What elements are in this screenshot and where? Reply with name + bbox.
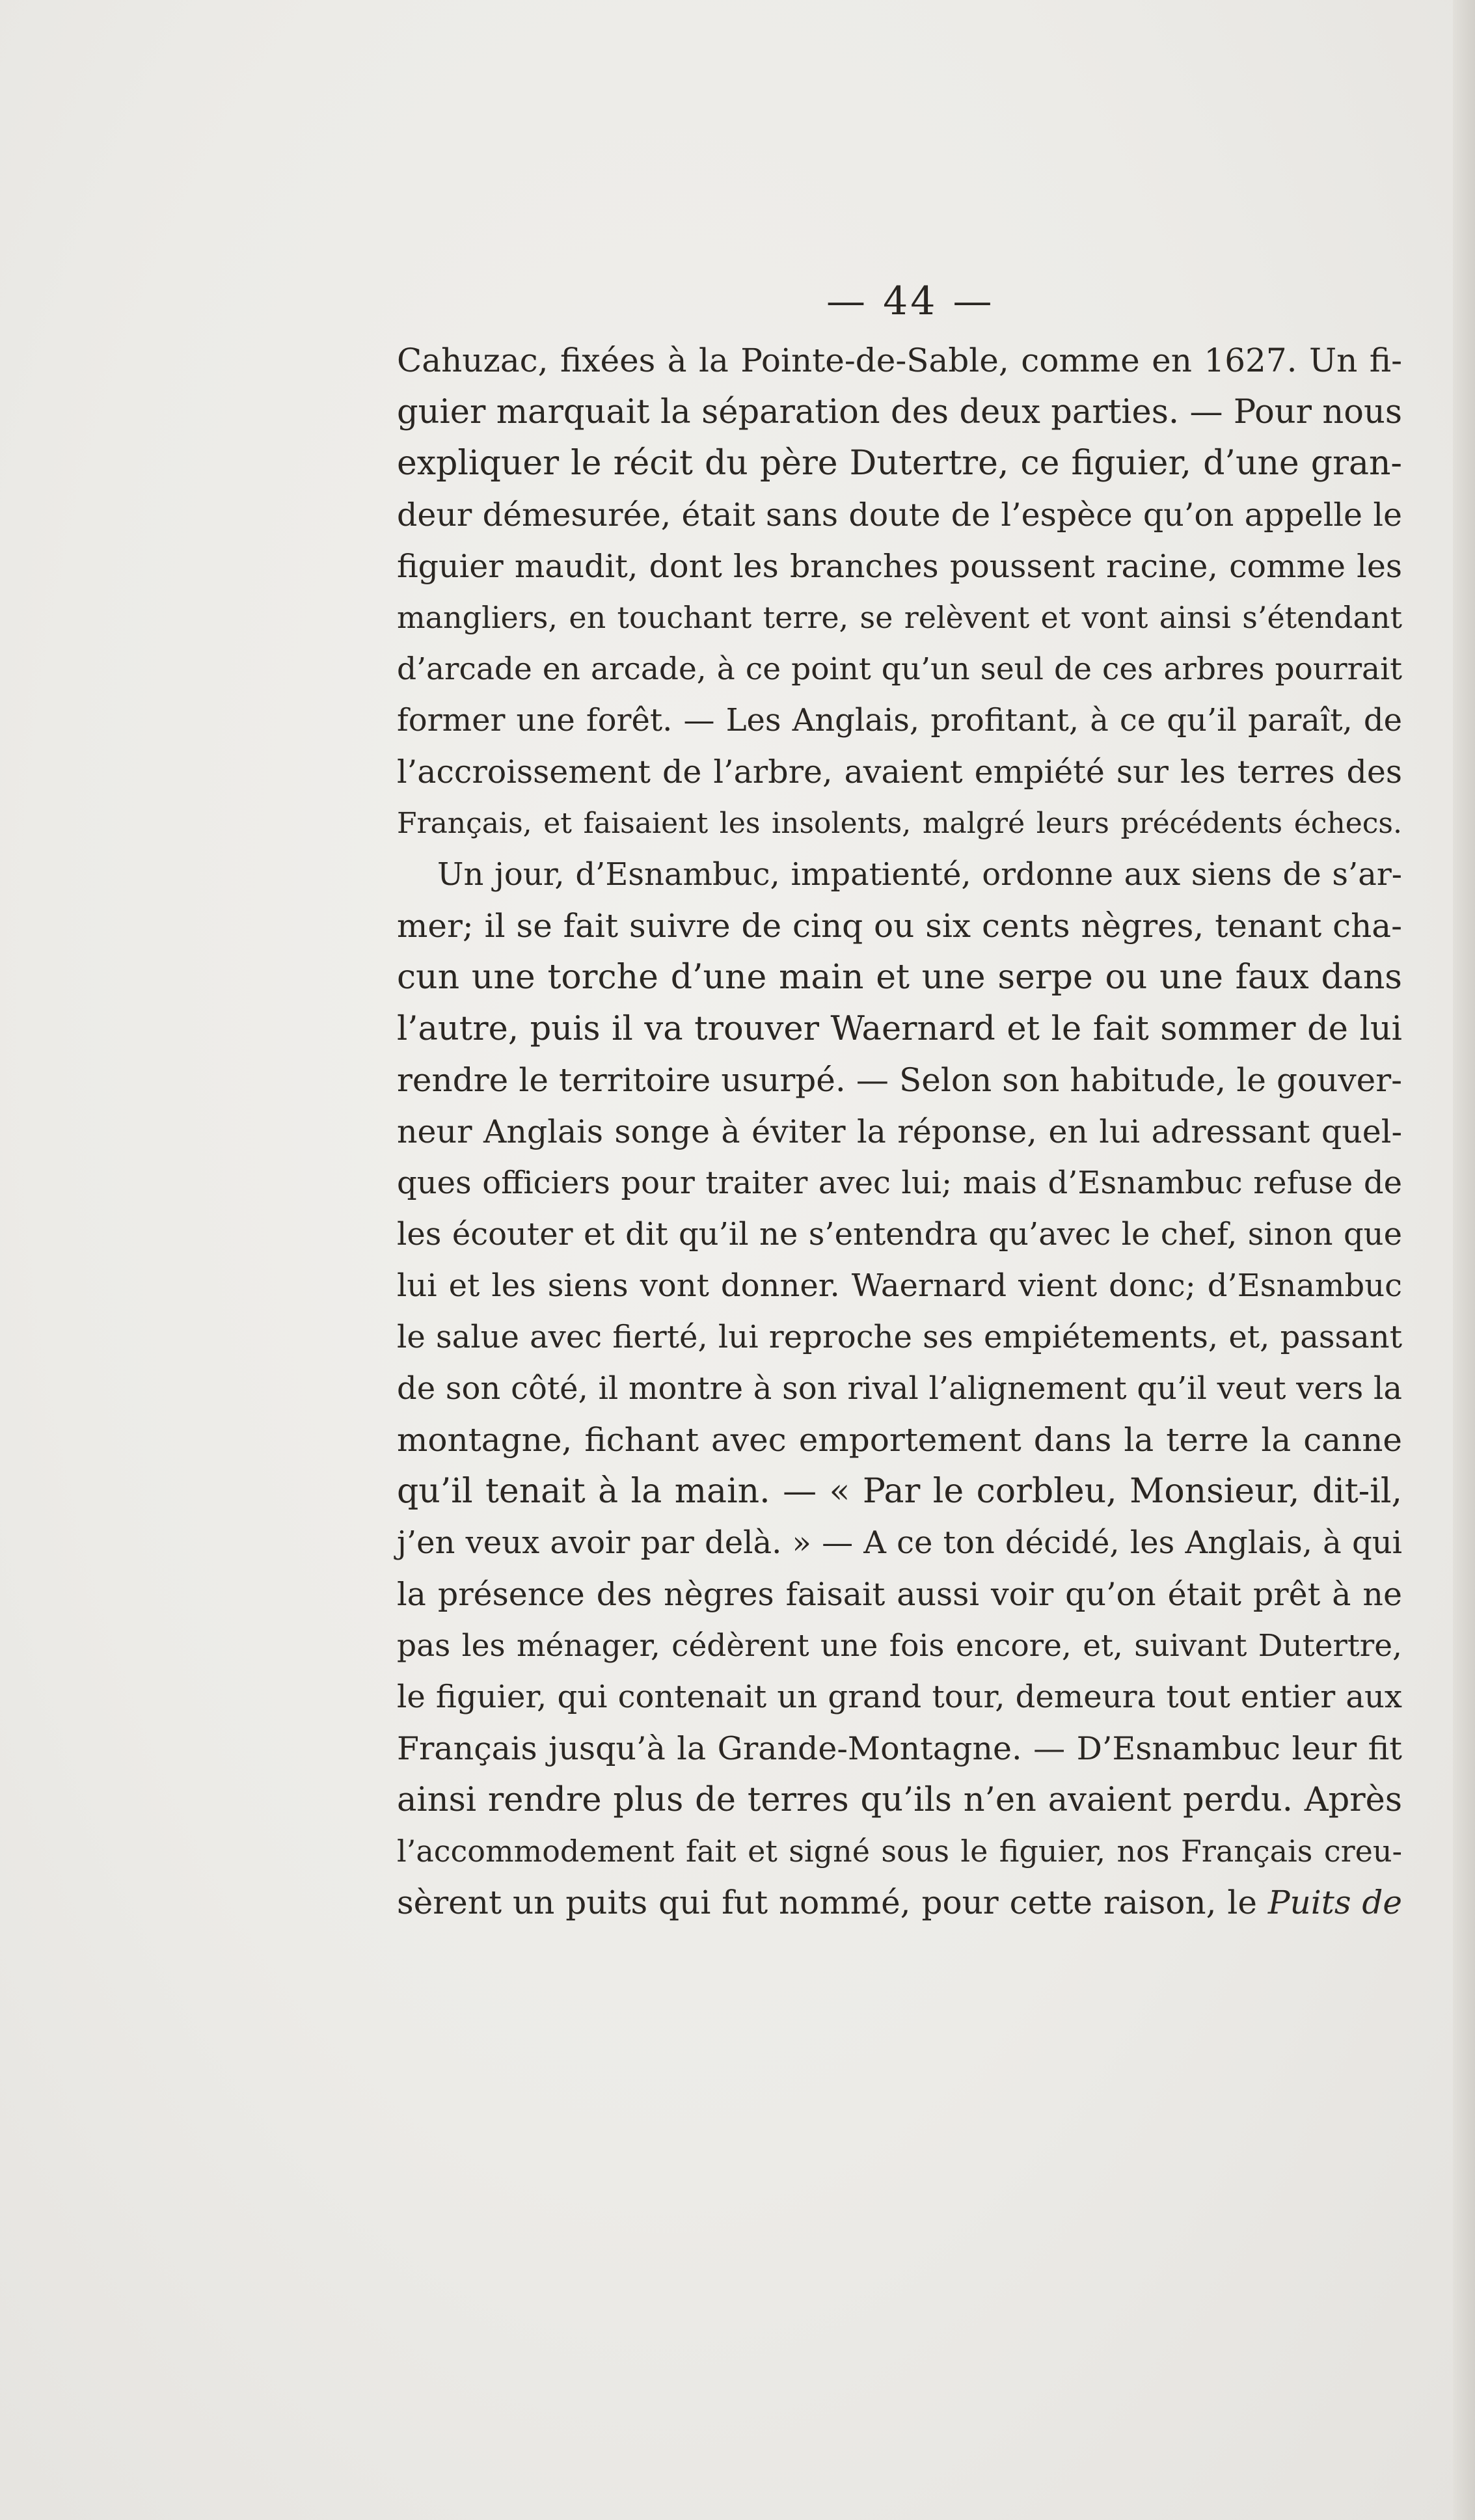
text-line: lui et les siens vont donner. Waernard vient donc; d’Esnambuc	[397, 1267, 1402, 1304]
text-line: neur Anglais songe à éviter la réponse, en lui adressant quel-	[397, 1113, 1402, 1150]
text-line: l’autre, puis il va trouver Waernard et le fait sommer de lui	[397, 1010, 1402, 1048]
body-text	[397, 335, 1402, 1929]
page-edge	[1453, 0, 1475, 2520]
text-line: mer; il se fait suivre de cinq ou six cents nègres, tenant cha-	[397, 907, 1402, 945]
text-line: j’en veux avoir par delà. » — A ce ton décidé, les Anglais, à qui	[397, 1524, 1402, 1561]
text-line: le figuier, qui contenait un grand tour, demeura tout entier aux	[397, 1679, 1402, 1715]
text-line: de son côté, il montre à son rival l’alignement qu’il veut vers la	[397, 1370, 1402, 1407]
text-line: le salue avec fierté, lui reproche ses empiétements, et, passant	[397, 1319, 1402, 1355]
text-line: ques officiers pour traiter avec lui; mais d’Esnambuc refuse de	[397, 1165, 1402, 1201]
text-line: qu’il tenait à la main. — « Par le corbleu, Monsieur, dit-il,	[397, 1472, 1402, 1511]
text-line: cun une torche d’une main et une serpe ou une faux dans	[397, 958, 1402, 997]
text-line: guier marquait la séparation des deux parties. — Pour nous	[397, 393, 1402, 431]
text-line: Un jour, d’Esnambuc, impatienté, ordonne aux siens de s’ar-	[437, 856, 1402, 893]
text-line-roman: sèrent un puits qui fut nommé, pour cette raison, le	[397, 1884, 1257, 1921]
text-line: expliquer le récit du père Dutertre, ce figuier, d’une gran-	[397, 444, 1402, 483]
text-line: ainsi rendre plus de terres qu’ils n’en avaient perdu. Après	[397, 1781, 1402, 1819]
text-line-italic: Puits de	[1267, 1884, 1402, 1921]
text-line: mangliers, en touchant terre, se relèvent et vont ainsi s’étendant	[397, 600, 1402, 635]
text-line: la présence des nègres faisait aussi voir qu’on était prêt à ne	[397, 1576, 1402, 1613]
text-line: l’accommodement fait et signé sous le figuier, nos Français creu-	[397, 1834, 1402, 1869]
text-line: figuier maudit, dont les branches poussent racine, comme les	[397, 548, 1402, 585]
text-line: Cahuzac, fixées à la Pointe-de-Sable, comme en 1627. Un fi-	[397, 342, 1402, 379]
text-line: Français, et faisaient les insolents, malgré leurs précédents échecs.	[397, 807, 1402, 840]
text-line: rendre le territoire usurpé. — Selon son habitude, le gouver-	[397, 1061, 1402, 1099]
text-line: deur démesurée, était sans doute de l’espèce qu’on appelle le	[397, 496, 1402, 534]
text-line: les écouter et dit qu’il ne s’entendra qu’avec le chef, sinon que	[397, 1216, 1402, 1253]
text-line: Français jusqu’à la Grande-Montagne. — D’Esnambuc leur fit	[397, 1730, 1402, 1767]
page-number: — 44 —	[826, 278, 995, 324]
text-line: d’arcade en arcade, à ce point qu’un seul de ces arbres pourrait	[397, 651, 1402, 687]
text-line: l’accroissement de l’arbre, avaient empiété sur les terres des	[397, 753, 1402, 791]
text-line: former une forêt. — Les Anglais, profitant, à ce qu’il paraît, de	[397, 702, 1402, 738]
text-line: pas les ménager, cédèrent une fois encore, et, suivant Dutertre,	[397, 1628, 1402, 1664]
text-line-final	[397, 1877, 1402, 1929]
text-line: montagne, fichant avec emportement dans la terre la canne	[397, 1421, 1402, 1459]
